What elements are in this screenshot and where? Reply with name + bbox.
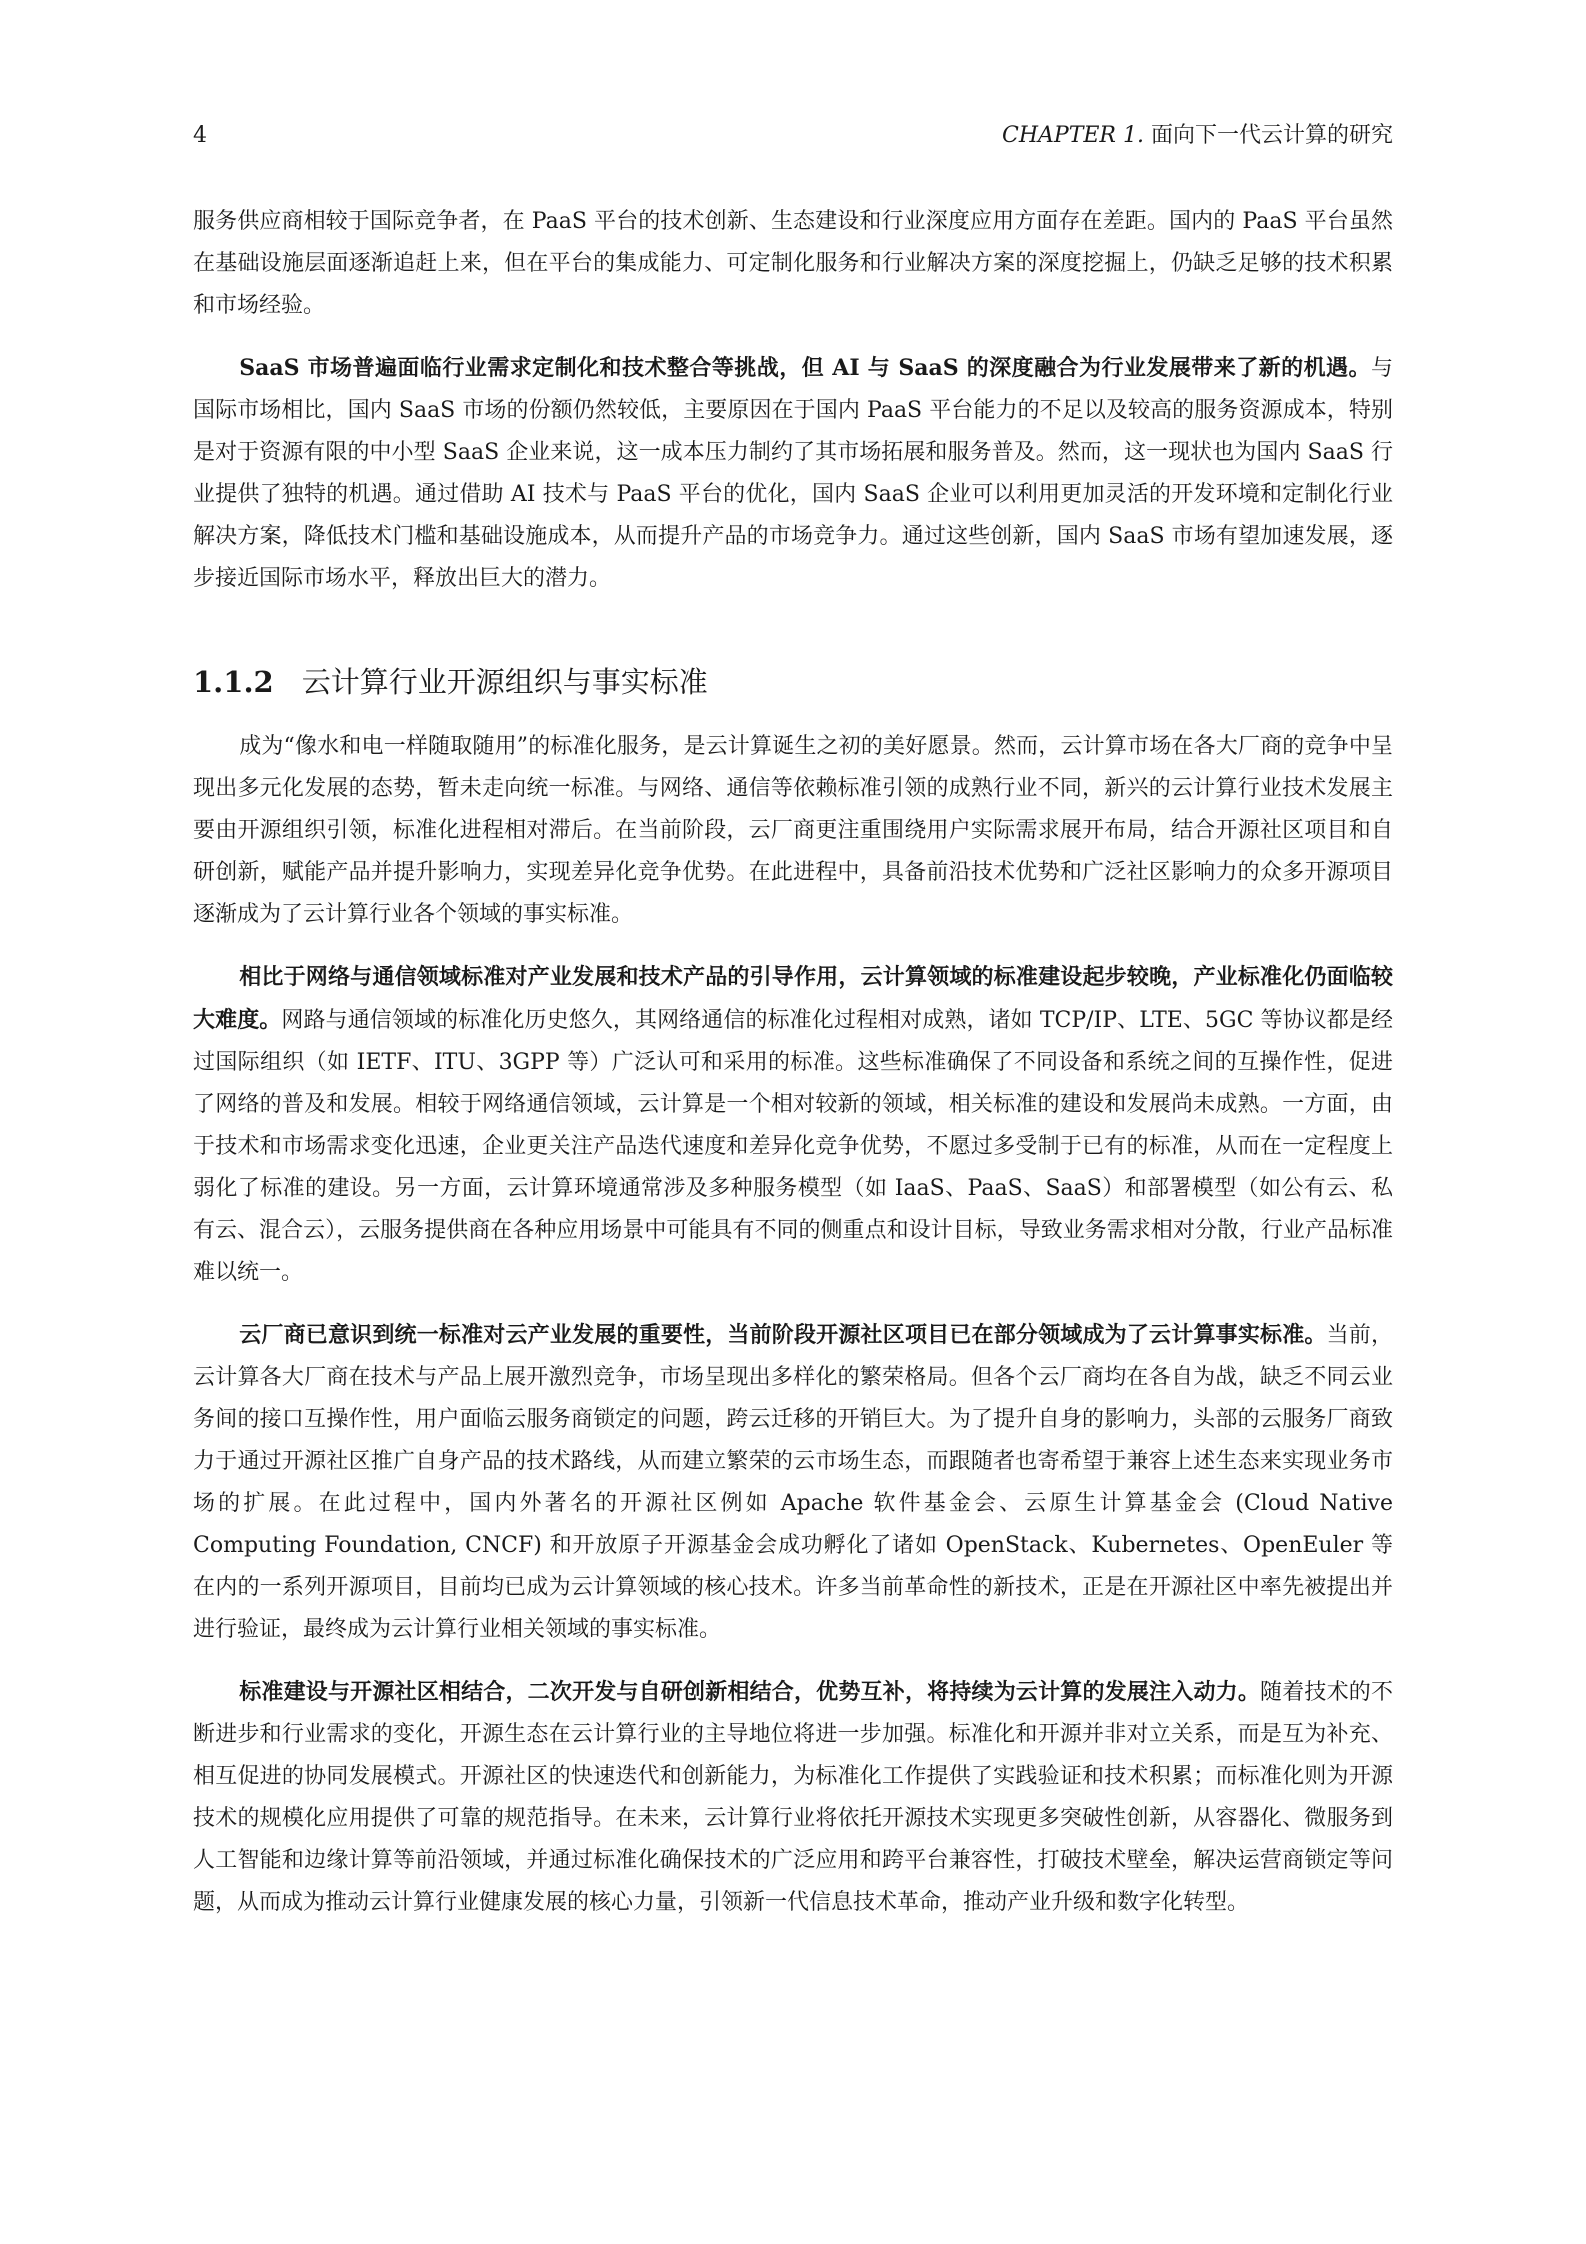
paragraph	[193, 347, 1393, 600]
section-number: 1.1.2	[193, 665, 274, 699]
paragraph-body: 成为“像水和电一样随取随用”的标准化服务，是云计算诞生之初的美好愿景。然而，云计算市场在各大厂商的竞争中呈现出多元化发展的态势，暂未走向统一标准。与网络、通信等依赖标准引领的成熟行业不同，新兴的云计算行业技术发展主要由开源组织引领，标准化进程相对滞后。在当前阶段，云厂商更注重围绕用户实际需求展开布局，结合开源社区项目和自研创新，赋能产品并提升影响力，实现差异化竞争优势。在此进程中，具备前沿技术优势和广泛社区影响力的众多开源项目逐渐成为了云计算行业各个领域的事实标准。	[193, 734, 1393, 927]
paragraph-lead: 标准建设与开源社区相结合，二次开发与自研创新相结合，优势互补，将持续为云计算的发展注入动力。	[239, 1679, 1261, 1705]
chapter-title: 面向下一代云计算的研究	[1150, 123, 1393, 148]
paragraph	[193, 200, 1393, 327]
paragraph	[193, 1671, 1393, 1924]
paragraph-body: 网路与通信领域的标准化历史悠久，其网络通信的标准化过程相对成熟，诸如 TCP/IP、LTE、5GC 等协议都是经过国际组织（如 IETF、ITU、3GPP 等）广泛认可和采用的标准。这些标准确保了不同设备和系统之间的互操作性，促进了网络的普及和发展。相较于网络通信领域，云计算是一个相对较新的领域，相关标准的建设和发展尚未成熟。一方面，由于技术和市场需求变化迅速，企业更关注产品迭代速度和差异化竞争优势，不愿过多受制于已有的标准，从而在一定程度上弱化了标准的建设。另一方面，云计算环境通常涉及多种服务模型（如 IaaS、PaaS、SaaS）和部署模型（如公有云、私有云、混合云），云服务提供商在各种应用场景中可能具有不同的侧重点和设计目标，导致业务需求相对分散，行业产品标准难以统一。	[193, 1008, 1393, 1285]
paragraph-body: 与国际市场相比，国内 SaaS 市场的份额仍然较低，主要原因在于国内 PaaS 平台能力的不足以及较高的服务资源成本，特别是对于资源有限的中小型 SaaS 企业来说，这一成本压力制约了其市场拓展和服务普及。然而，这一现状也为国内 SaaS 行业提供了独特的机遇。通过借助 AI 技术与 PaaS 平台的优化，国内 SaaS 企业可以利用更加灵活的开发环境和定制化行业解决方案，降低技术门槛和基础设施成本，从而提升产品的市场竞争力。通过这些创新，国内 SaaS 市场有望加速发展，逐步接近国际市场水平，释放出巨大的潜力。	[193, 356, 1393, 591]
paragraph	[193, 725, 1393, 936]
chapter-heading	[1002, 118, 1393, 149]
paragraph-body: 当前，云计算各大厂商在技术与产品上展开激烈竞争，市场呈现出多样化的繁荣格局。但各个云厂商均在各自为战，缺乏不同云业务间的接口互操作性，用户面临云服务商锁定的问题，跨云迁移的开销巨大。为了提升自身的影响力，头部的云服务厂商致力于通过开源社区推广自身产品的技术路线，从而建立繁荣的云市场生态，而跟随者也寄希望于兼容上述生态来实现业务市场的扩展。在此过程中，国内外著名的开源社区例如 Apache 软件基金会、云原生计算基金会 (Cloud Native Computing Foundation, CNCF) 和开放原子开源基金会成功孵化了诸如 OpenStack、Kubernetes、OpenEuler 等在内的一系列开源项目，目前均已成为云计算领域的核心技术。许多当前革命性的新技术，正是在开源社区中率先被提出并进行验证，最终成为云计算行业相关领域的事实标准。	[193, 1323, 1393, 1642]
paragraph	[193, 1314, 1393, 1651]
paragraph-lead: 云厂商已意识到统一标准对云产业发展的重要性，当前阶段开源社区项目已在部分领域成为了云计算事实标准。	[239, 1322, 1327, 1348]
document-page	[193, 118, 1393, 1944]
paragraph-lead: SaaS 市场普遍面临行业需求定制化和技术整合等挑战，但 AI 与 SaaS 的深度融合为行业发展带来了新的机遇。	[239, 355, 1371, 381]
chapter-label: CHAPTER 1.	[1001, 123, 1144, 148]
paragraph-lead: 相比于网络与通信领域标准对产业发展和技术产品的引导作用，云计算领域的标准建设起步较晚，产业标准化仍面临较大难度。	[193, 964, 1393, 1033]
paragraph-body: 服务供应商相较于国际竞争者，在 PaaS 平台的技术创新、生态建设和行业深度应用方面存在差距。国内的 PaaS 平台虽然在基础设施层面逐渐追赶上来，但在平台的集成能力、可定制化服务和行业解决方案的深度挖掘上，仍缺乏足够的技术积累和市场经验。	[193, 209, 1393, 318]
paragraph	[193, 956, 1393, 1294]
running-header	[193, 118, 1393, 158]
section-title: 云计算行业开源组织与事实标准	[301, 665, 708, 699]
page-number: 4	[193, 123, 207, 148]
section-heading	[193, 660, 1393, 701]
paragraph-body: 随着技术的不断进步和行业需求的变化，开源生态在云计算行业的主导地位将进一步加强。标准化和开源并非对立关系，而是互为补充、相互促进的协同发展模式。开源社区的快速迭代和创新能力，为标准化工作提供了实践验证和技术积累；而标准化则为开源技术的规模化应用提供了可靠的规范指导。在未来，云计算行业将依托开源技术实现更多突破性创新，从容器化、微服务到人工智能和边缘计算等前沿领域，并通过标准化确保技术的广泛应用和跨平台兼容性，打破技术壁垒，解决运营商锁定等问题，从而成为推动云计算行业健康发展的核心力量，引领新一代信息技术革命，推动产业升级和数字化转型。	[193, 1680, 1393, 1915]
